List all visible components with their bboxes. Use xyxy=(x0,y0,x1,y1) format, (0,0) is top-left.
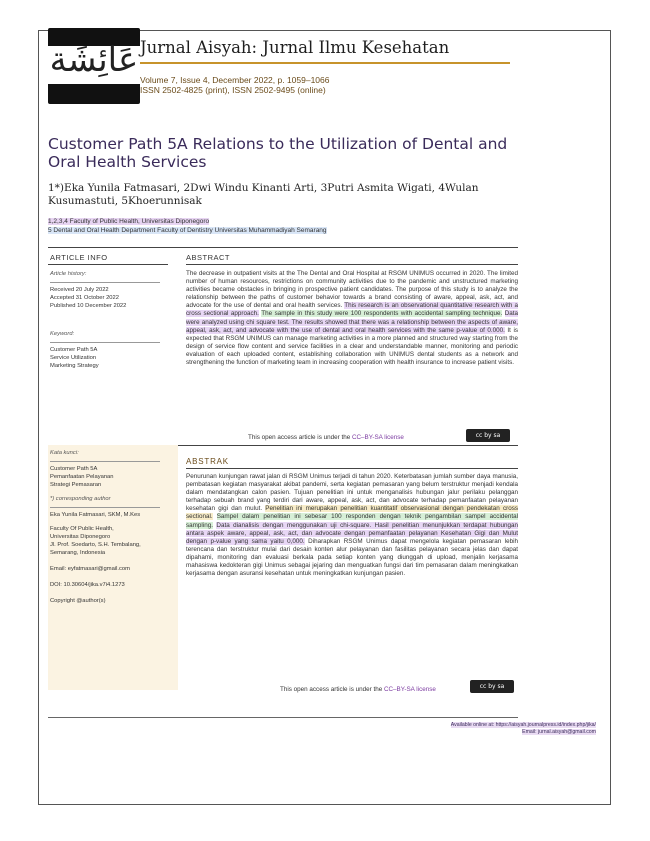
doi-line[interactable]: DOI: 10.30604/jika.v7i4.1273 xyxy=(50,582,125,588)
corresponding-divider xyxy=(50,507,160,508)
cc-by-sa-badge: cc by sa xyxy=(466,429,510,442)
address-line: Jl. Prof. Soedarto, S.H. Tembalang, xyxy=(50,542,141,548)
abstrak-heading: ABSTRAK xyxy=(186,457,229,466)
kata-kunci-item: Pemanfaatan Pelayanan xyxy=(50,474,114,480)
keyword-item: Customer Path 5A xyxy=(50,347,98,353)
logo-calligraphy: عَائِشَة xyxy=(49,40,139,80)
license-link[interactable]: CC–BY-SA license xyxy=(351,434,404,441)
keywords-divider xyxy=(50,342,160,343)
affiliation-1: 1,2,3,4 Faculty of Public Health, Universitas Diponegoro xyxy=(48,218,210,225)
email-line[interactable]: Email: eyfatmasari@gmail.com xyxy=(50,566,130,572)
keyword-item: Service Utilization xyxy=(50,355,97,361)
abstract-text: The decrease in outpatient visits at the The Dental and Oral Hospital at RSGM UNIMUS occurred in 2020. The limited number of human resources, restrictions on community activities due to the pandemic and unstructured marketing activities became obstacles in bringing in prospective patient candidates. The purpose of this study is to analyze the relationship between the paths of customer behavior towards a brand consisting of aware, appeal, ask, act, and advocate for the use of dental and oral health services. This research is an observational quantitative research with a cross sectional approach. The sample in this study were 100 respondents with accidental sampling technique. Data were analyzed using chi square test. The results showed that there was a relationship between the aspects of aware, appeal, ask, act, and advocate with the use of dental and oral health services with the same p-value of 0.000. It is expected that RSGM UNIMUS can manage marketing activities in a more planned and structured way starting from the design of service flow content and service facilities in a clear and understandable manner, monitoring and periodic evaluation of each uploaded content, establishing collaboration with UNIMUS dental students as a network and strengthening the function of marketing team in increasing cooperation with health insurance to increase patient visits. xyxy=(186,270,519,367)
affiliation-2: 5 Dental and Oral Health Department Faculty of Dentistry Universitas Muhammadiyah Semarang xyxy=(48,227,327,234)
cc-by-sa-badge-id: cc by sa xyxy=(470,680,514,693)
received-date: Received 20 July 2022 xyxy=(50,287,109,293)
author-list: 1*)Eka Yunila Fatmasari, 2Dwi Windu Kinanti Arti, 3Putri Asmita Wigati, 4Wulan Kusumastuti, 5Khoerunnisak xyxy=(48,182,479,207)
abstrak-rule xyxy=(186,468,518,469)
journal-logo xyxy=(48,28,140,104)
kata-kunci-divider xyxy=(50,461,160,462)
journal-title: Jurnal Aisyah: Jurnal Ilmu Kesehatan xyxy=(140,38,450,57)
corresponding-label: *) corresponding author xyxy=(50,496,111,502)
history-divider xyxy=(50,282,160,283)
paper-title: Customer Path 5A Relations to the Utilization of Dental and Oral Health Services xyxy=(48,135,508,171)
volume-info: Volume 7, Issue 4, December 2022, p. 1059–1066 xyxy=(140,75,330,85)
published-date: Published 10 December 2022 xyxy=(50,303,127,309)
issn-info: ISSN 2502-4825 (print), ISSN 2502-9495 (online) xyxy=(140,85,326,95)
license-link-id[interactable]: CC–BY-SA license xyxy=(383,686,436,693)
kata-kunci-label: Kata kunci: xyxy=(50,450,79,456)
abstract-heading: ABSTRACT xyxy=(186,253,231,262)
keyword-item: Marketing Strategy xyxy=(50,363,99,369)
corresponding-name: Eka Yunila Fatmasari, SKM, M.Kes xyxy=(50,512,141,518)
license-line-en: This open access article is under the CC–BY-SA license xyxy=(248,434,404,441)
footer-rule xyxy=(48,717,518,718)
section-rule-top xyxy=(48,247,518,248)
license-line-id: This open access article is under the CC–BY-SA license xyxy=(280,686,436,693)
keywords-label: Keyword: xyxy=(50,331,75,337)
address-line: Universitas Diponegoro xyxy=(50,534,111,540)
article-info-heading: ARTICLE INFO xyxy=(50,253,108,262)
kata-kunci-item: Strategi Pemasaran xyxy=(50,482,102,488)
kata-kunci-block xyxy=(50,449,170,605)
abstrak-text: Penurunan kunjungan rawat jalan di RSGM Unimus terjadi di tahun 2020. Keterbatasan jumlah sumber daya manusia, pembatasan kegiatan masyarakat akibat pandemi, serta kegiatan pemasaran yang belum terstruktur menjadi kendala dalam mendatangkan calon pasien. Tujuan penelitian ini untuk menganalisis hubungan jalur perilaku pelanggan terhadap sebuah brand yang terdiri dari aware, appeal, ask, act, dan advocate terhadap pemanfaatan pelayanan kesehatan gigi dan mulut. Penelitian ini merupakan penelitian kuantitatif observasional dengan pendekatan cross sectional. Sampel dalam penelitian ini sebesar 100 responden dengan teknik pengambilan sampel accidental sampling. Data dianalisis dengan menggunakan uji chi-square. Hasil penelitian menunjukkan terdapat hubungan antara aspek aware, appeal, ask, act, dan advocate dengan pemanfaatan pelayanan Kesehatan Gigi dan Mulut dengan p-value yang sama yaitu 0,000. Diharapkan RSGM Unimus dapat mengelola kegiatan pemasaran lebih terencana dan terstruktur mulai dari desain konten alur pelayanan dan fasilitas pelayanan secara jelas dan dapat dipahami, monitoring dan evaluasi berkala pada setiap konten yang diunggah di upload, menjalin kerjasama mahasiswa kedokteran gigi Unimus sebagai jejaring dan menguatkan fungsi dari tim pemasaran dalam meningkatkan kerjasama dengan asuransi kesehatan untuk meningkatkan kunjungan pasien. xyxy=(186,473,519,578)
address-line: Faculty Of Public Health, xyxy=(50,526,114,532)
accepted-date: Accepted 31 October 2022 xyxy=(50,295,119,301)
history-label: Article history: xyxy=(50,271,87,277)
footer-email[interactable]: Email: jurnal.aisyah@gmail.com xyxy=(522,729,596,735)
journal-title-rule xyxy=(140,62,510,64)
info-rule xyxy=(48,264,168,265)
abstract-rule xyxy=(186,264,518,265)
footer-url[interactable]: Available online at: https://aisyah.journalpress.id/index.php/jika/ xyxy=(450,722,596,728)
address-line: Semarang, Indonesia xyxy=(50,550,106,556)
keywords-block xyxy=(50,330,170,370)
copyright-line: Copyright @author(s) xyxy=(50,598,106,604)
article-history xyxy=(50,270,170,310)
kata-kunci-item: Customer Path 5A xyxy=(50,466,98,472)
